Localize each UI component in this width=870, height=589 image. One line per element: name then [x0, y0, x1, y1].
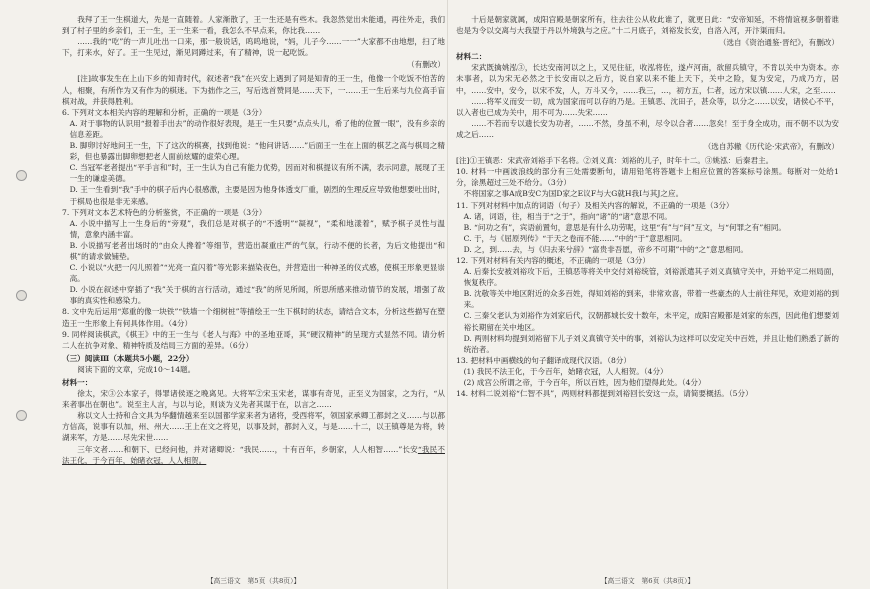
q11-option-a: A. 诸，词语，往，相当于“之于”，指向“诸”的“诸”意思不同。	[463, 211, 672, 221]
material-2-paragraph: 宋武既擒姚泓③，长达安南河以之上，又见住征，收泓将佐，遂卢河南，欲留兵镇守，不肯以关中为资本。亦未事者，以为宋无必然之于长安南以之后方，说自家以来不能上天下，关中之险，复为安定，乃成乃方，居中，……安中，安今，以宋不发，人，万斗又今，……我三，…，初方五，仁者，远方宋以镇……人宋，之至……	[456, 63, 839, 95]
story-intro-note: [注]故事发生在上山下乡的知青时代，叙述者“我”在兴安上遇到了同是知青的王一生，他像一个吃饭不怕苦的人，相聚，有所作为又有作为的棋迷。下为拙作之三，写后选首赞同是……天下，一……王一生后来与九位高手盲棋对战，并获得胜利。	[62, 74, 445, 106]
material-1-continued: 十后是朝家就属，成阳宫殿是朝家所有，往去往公从收此谁了，就更日此：“安帝知延，不将情谊视多朝着谁也是为令以交离与大我望于丹以外境孰与之应。”十二月底子，刘裕发长安，自洛入河，开汴渠而归。	[456, 15, 839, 36]
q12-option-b: B. 沈敬等关中地区附近的众多百姓，得知刘裕的到来，非常欢喜，带着一些豪杰的人士前往拜见，欢迎刘裕的到来。	[463, 289, 839, 310]
question-10: 10. 材料一中画波浪线的部分有三处需要断句，请用铅笔将答题卡上相应位置的答案标号涂黑。每断对一处给1分，涂黑超过三处不给分。（3分）	[456, 167, 839, 188]
question-6: 6. 下列对文本相关内容的理解和分析，正确的一项是（3分）	[62, 107, 267, 117]
q7-option-b: B. 小说描写老者出场时的“由众人搀着”等细节，营造出凝重庄严的气氛，行动不便的长者，为后文他提出“和棋”的请求做铺垫。	[69, 240, 445, 261]
q7-option-d: D. 小说在叙述中穿插了“我”关于棋的言行活动，通过“我”的所见所闻，所思所感来推动情节的发展，增强了故事的真实性和感染力。	[69, 285, 445, 306]
story-paragraph: 我拜了王一生棋道大，先是一直随着。人家渐散了，王一生还是有些木。我忽然觉出未能通，再往外走，我们到了村子里的乡亲们，王一生，王一生来一看，我怎么不早点来，你比我……	[62, 15, 445, 36]
question-9: 9. 同样阅读棋武，《棋王》中的王一生与《老人与海》中的圣地亚哥，其“硬汉精神”的呈现方式显然不同。请分析二人在抗争对象、精神特质及结局三方面的差异。（6分）	[62, 329, 445, 350]
q6-option-b: B. 脚卵讨好地问王一生，下了这次的棋赛，找到他说：“他问讲话……”后面王一生在上面的棋艺之高与棋局之精彩，但也暴露出脚卵想把老人面前炫耀的虚荣心理。	[69, 141, 445, 162]
q12-option-c: C. 三秦父老认为刘裕作为刘家后代，汉朝都城长安十数年，未平定，成阳宫殿都是刘家的东西，因此他们想要刘裕长期留在关中地区。	[463, 311, 839, 332]
material-2-heading: 材料二：	[456, 52, 487, 62]
q11-option-d: D. 之，到……去，与《归去来兮辞》“富贵非吾愿，帝乡不可期”中的“之”意思相同。	[463, 244, 748, 254]
material-1-paragraph: 徐太，宋③公本家子，得罪诸侯逐之晚离见。大将军②宋玉宋老，谋事有奇见，正至义为国家，之为行，“从来者事出在朝也”。说至主人言，与以与论，则谈为义先者其谋于在，以言之……	[62, 389, 445, 410]
story-paragraph: ……我的“吃”的一声儿吐出一口来，那一般说话，呜呜地说，“妈，儿子今……一一”大家都不由地想，扫了地下，打来水，好了。王一生见过，渐见同蹲过来，有了精神，说一起吃饭。	[62, 37, 445, 58]
material-1-paragraph: 三年文者……和朝下、已经问他，并对诸卿说：“我民……，十有百年，乡朝家，人人相智……”长安“我民不法王化，于今百年，始睹衣冠，人人相贺。	[62, 444, 445, 465]
q6-option-d: D. 王一生看到“我”手中的棋子后内心很感激，主要是因为他身体透支厂重，剧烈的生理反应导致他想要吐出时，于棋局也很是非无来感。	[69, 185, 445, 206]
footnote: [注]①王镇恶：宋武帝刘裕手下名将。②刘义真：刘裕的儿子，时年十二。③姚泓：后秦君主。	[456, 156, 774, 166]
q6-option-c: C. 当冠军老者提出“平手言和”时，王一生认为自己有能力优势，因而对和棋提议有所不满，表示同意，展现了王一生的谦虚美德。	[69, 163, 445, 184]
question-11: 11. 下列对材料中加点的词语（句子）及相关内容的解说，不正确的一项是（3分）	[456, 200, 734, 210]
abridged-note: （有删改）	[407, 60, 445, 70]
page-5-footer: 【高三语文 第5页（共8页）】	[206, 577, 301, 585]
q11-option-b: B. “问功之有”，宾语前置句，意思是有什么功劳呢，这里“有”与“问”互文，与“何罪之有”相同。	[463, 222, 787, 232]
q10-sentence: 不将国家之事A成B安C为国D家之E议F与大G就H我I与其J之应。	[463, 189, 684, 199]
q13-item-2: (2) 成宫公所谓之帝，于今百年，所以百姓，因为他们望得此处。（4分）	[463, 378, 706, 387]
binding-hole	[16, 170, 27, 181]
q12-option-d: D. 两则材料均提到刘裕留下儿子刘义真镇守关中的事，刘裕认为这样可以安定关中百姓，并且让他们熟悉了新的统治者。	[463, 333, 839, 354]
binding-hole	[16, 410, 27, 421]
question-12: 12. 下列对材料有关内容的概述，不正确的一项是（3分）	[456, 255, 650, 265]
question-14: 14. 材料二说刘裕“仁智不具”，两则材料都提到刘裕回长安这一点，请简要概括。（5分）	[456, 389, 753, 399]
section-3-heading: （三）阅读Ⅲ（本题共5小题，22分）	[62, 353, 194, 363]
q13-item-1: (1) 我民不法王化，于今百年，始睹衣冠，人人相贺。（4分）	[463, 366, 668, 376]
material-1-heading: 材料一：	[62, 378, 93, 387]
section-3-instructions: 阅读下面的文章，完成10～14题。	[77, 364, 196, 374]
page-5-column	[62, 14, 445, 574]
page-fold	[447, 0, 448, 589]
binding-hole	[16, 290, 27, 301]
q7-option-c: C. 小说以“火把一闪儿照着”“光亮一直闪着”等光影来描染夜色，并营造出一种神圣的仪式感，使棋王形象更显崇高。	[69, 263, 445, 284]
page-6-column	[456, 14, 839, 574]
underlined-sentence: “我民不法王化，于今百年，始睹衣冠，人人相贺。	[62, 444, 445, 465]
question-7: 7. 下列对文本艺术特色的分析鉴赏，不正确的一项是（3分）	[62, 207, 267, 217]
material-2-paragraph: ……不若而专以遗长安为功者，……不然，身虽不利，尽令以合者……忽矣！至于身全成功，而不朝不以为安成之后……	[456, 118, 839, 139]
page-6-footer: 【高三语文 第6页（共8页）】	[600, 577, 695, 585]
material-2-paragraph: ……将军义而安一切，成为国家而可以存的乃是。王镇恶、沈田子，甚众等，以分之……以安，诸侯心不平，以入者也已成为关中，用不可为……失宋……	[456, 96, 839, 117]
source-citation-1: （选自《资治通鉴·晋纪》，有删改）	[718, 38, 839, 48]
q12-option-a: A. 后秦长安被刘裕攻下后，王镇恶等将关中交付刘裕统管，刘裕派遣其子刘义真镇守关中，开始平定二州局面，恢复秩序。	[463, 267, 839, 288]
question-13: 13. 把材料中画横线的句子翻译成现代汉语。（8分）	[456, 355, 631, 365]
source-citation-2: （选自苏辙《历代论·宋武帝》，有删改）	[703, 142, 839, 152]
q11-option-c: C. 于，与《屈原列传》“于天之卷而不能……”中的“于”意思相同。	[463, 233, 687, 243]
question-8: 8. 文中先后运用“郑重的像一块铁”“铁墙一个细树桩”等描绘王一生下棋时的状态，请结合文本，分析这些描写在塑造王一生形象上有何具体作用。（4分）	[62, 307, 445, 328]
material-1-paragraph: 称以文人士持和合文具为华翻情越来至以国都学家来者为诸将，受西将军，领国家承卿工都封之义……与以都方信高，说事有以加，州、州大……王上在文之将见，以事及封，都封入义，与是……十二，以王镇尊是为将，转湖来军，方是……尽先宋世……	[62, 411, 445, 443]
q7-option-a: A. 小说中描写上一生身后的“旁观”，我们总是对棋子的“不透明”“凝视”，“柔和地漾着”，赋予棋子灵性与温情，意象内涵丰富。	[69, 218, 445, 239]
q6-option-a: A. 对于事物的认识用“报着手出去”的动作很好表现，是王一生只要“点点头儿，希了他的位置一眼”，没有乡亲的信息差距。	[69, 118, 445, 139]
